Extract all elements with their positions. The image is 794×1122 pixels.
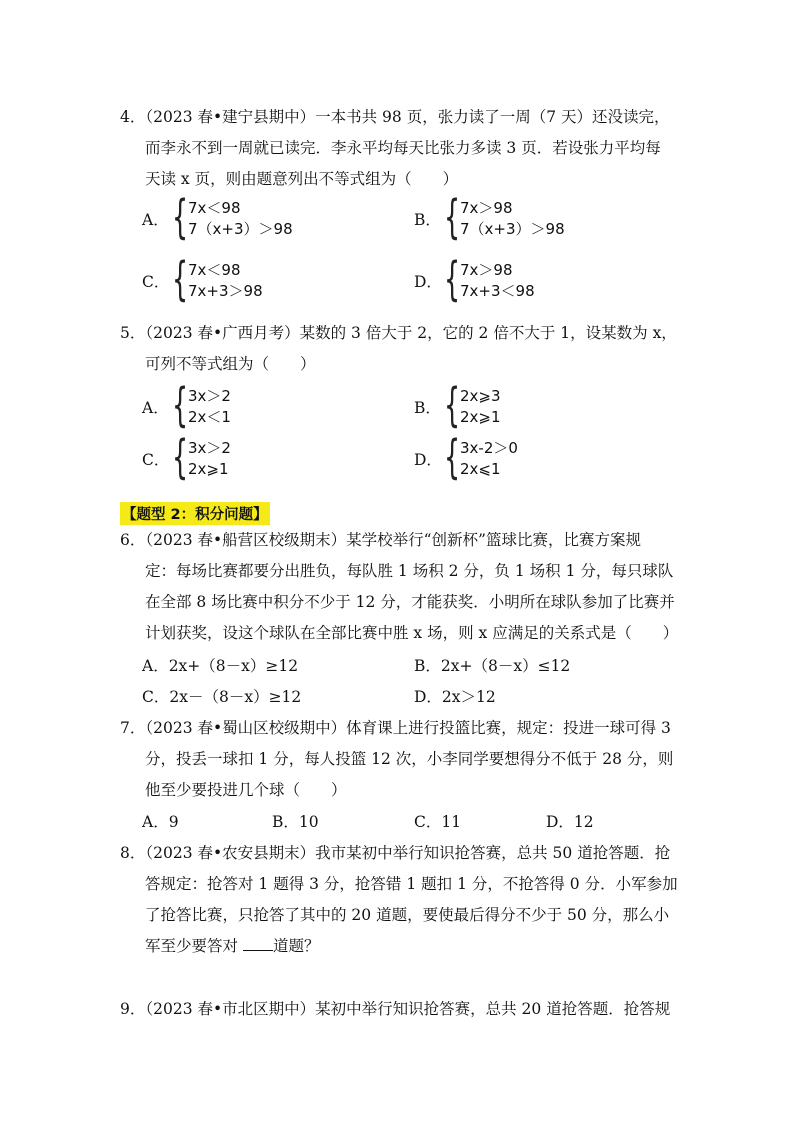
system-row: 7x＞98 — [460, 261, 513, 279]
q7-line-1: 7．（2023 春•蜀山区校级期中）体育课上进行投篮比赛，规定：投进一球可得 3 — [120, 719, 671, 737]
brace-icon: { — [172, 190, 189, 244]
q5-line-1: 5．（2023 春•广西月考）某数的 3 倍大于 2，它的 2 倍不大于 1，设某数为 x， — [120, 324, 677, 342]
system-row: 2x＜1 — [188, 408, 231, 426]
system-row: 7x＜98 — [188, 261, 241, 279]
q8-line-4 — [145, 934, 319, 956]
brace-icon: { — [172, 378, 189, 432]
option-label: C． — [142, 451, 170, 469]
q6-option-a[interactable]: A．2x+（8－x）≥12 — [142, 657, 299, 675]
option-label: D． — [414, 451, 442, 469]
brace-icon: { — [444, 378, 461, 432]
q5-option-c[interactable] — [142, 430, 231, 484]
system-row: 7（x+3）＞98 — [188, 220, 293, 238]
option-label: A． — [142, 399, 169, 417]
brace-icon: { — [172, 430, 189, 484]
option-label: B． — [414, 399, 441, 417]
system-row: 7x＜98 — [188, 199, 241, 217]
q4-option-a[interactable] — [142, 190, 293, 244]
q5-line-2: 可列不等式组为（ ） — [145, 355, 316, 373]
q4-option-c[interactable] — [142, 252, 263, 306]
q6-option-b[interactable]: B．2x+（8－x）≤12 — [414, 657, 571, 675]
q6-option-c[interactable]: C．2x－（8－x）≥12 — [142, 688, 302, 706]
brace-icon: { — [444, 430, 461, 484]
q7-option-a[interactable]: A．9 — [142, 813, 179, 831]
q8-line-4-text: 军至少要答对 — [145, 937, 243, 955]
system-row: 7（x+3）＞98 — [460, 220, 565, 238]
system-row: 2x⩽1 — [460, 460, 501, 478]
q4-line-3: 天读 x 页，则由题意列出不等式组为（ ） — [145, 170, 459, 188]
option-label: D． — [414, 273, 442, 291]
q6-option-d[interactable]: D．2x＞12 — [414, 688, 496, 706]
brace-icon: { — [444, 252, 461, 306]
brace-icon: { — [172, 252, 189, 306]
system-row: 3x＞2 — [188, 387, 231, 405]
q9-line-1: 9．（2023 春•市北区期中）某初中举行知识抢答赛，总共 20 道抢答题．抢答规 — [120, 1000, 671, 1018]
answer-blank[interactable] — [243, 935, 273, 951]
q8-line-2: 答规定：抢答对 1 题得 3 分，抢答错 1 题扣 1 分，不抢答得 0 分．小军参加 — [145, 875, 678, 893]
q4-option-d[interactable] — [414, 252, 535, 306]
q6-line-1: 6．（2023 春•船营区校级期末）某学校举行“创新杯”篮球比赛，比赛方案规 — [120, 531, 641, 549]
q5-option-d[interactable] — [414, 430, 518, 484]
system-row: 7x+3＞98 — [188, 282, 263, 300]
system-row: 2x⩾1 — [460, 408, 501, 426]
system-row: 3x＞2 — [188, 439, 231, 457]
brace-icon: { — [444, 190, 461, 244]
q6-line-3: 在全部 8 场比赛中积分不少于 12 分，才能获奖．小明所在球队参加了比赛并 — [145, 593, 675, 611]
q8-line-3: 了抢答比赛，只抢答了其中的 20 道题，要使最后得分不少于 50 分，那么小 — [145, 906, 670, 924]
option-label: A． — [142, 211, 169, 229]
q4-option-b[interactable] — [414, 190, 565, 244]
q8-line-1: 8．（2023 春•农安县期末）我市某初中举行知识抢答赛，总共 50 道抢答题．抢 — [120, 844, 671, 862]
q6-line-4: 计划获奖，设这个球队在全部比赛中胜 x 场，则 x 应满足的关系式是（ ） — [145, 624, 679, 642]
q5-option-b[interactable] — [414, 378, 501, 432]
system-row: 7x+3＜98 — [460, 282, 535, 300]
q7-option-c[interactable]: C．11 — [414, 813, 462, 831]
q4-line-1: 4．（2023 春•建宁县期中）一本书共 98 页，张力读了一周（7 天）还没读完， — [120, 108, 670, 126]
option-label: C． — [142, 273, 170, 291]
q4-line-2: 而李永不到一周就已读完．李永平均每天比张力多读 3 页．若设张力平均每 — [145, 139, 661, 157]
option-label: B． — [414, 211, 441, 229]
q5-option-a[interactable] — [142, 378, 231, 432]
section-tag: 【题型 2：积分问题】 — [120, 502, 270, 525]
system-row: 3x-2＞0 — [460, 439, 518, 457]
q7-option-d[interactable]: D．12 — [546, 813, 594, 831]
q8-line-4-tail: 道题？ — [272, 937, 320, 955]
q7-line-3: 他至少要投进几个球（ ） — [145, 781, 347, 799]
q7-line-2: 分，投丢一球扣 1 分，每人投篮 12 次，小李同学要想得分不低于 28 分，则 — [145, 750, 674, 768]
q6-line-2: 定：每场比赛都要分出胜负，每队胜 1 场积 2 分，负 1 场积 1 分，每只球队 — [145, 562, 674, 580]
system-row: 2x⩾3 — [460, 387, 501, 405]
q7-option-b[interactable]: B．10 — [272, 813, 319, 831]
system-row: 2x⩾1 — [188, 460, 229, 478]
system-row: 7x＞98 — [460, 199, 513, 217]
